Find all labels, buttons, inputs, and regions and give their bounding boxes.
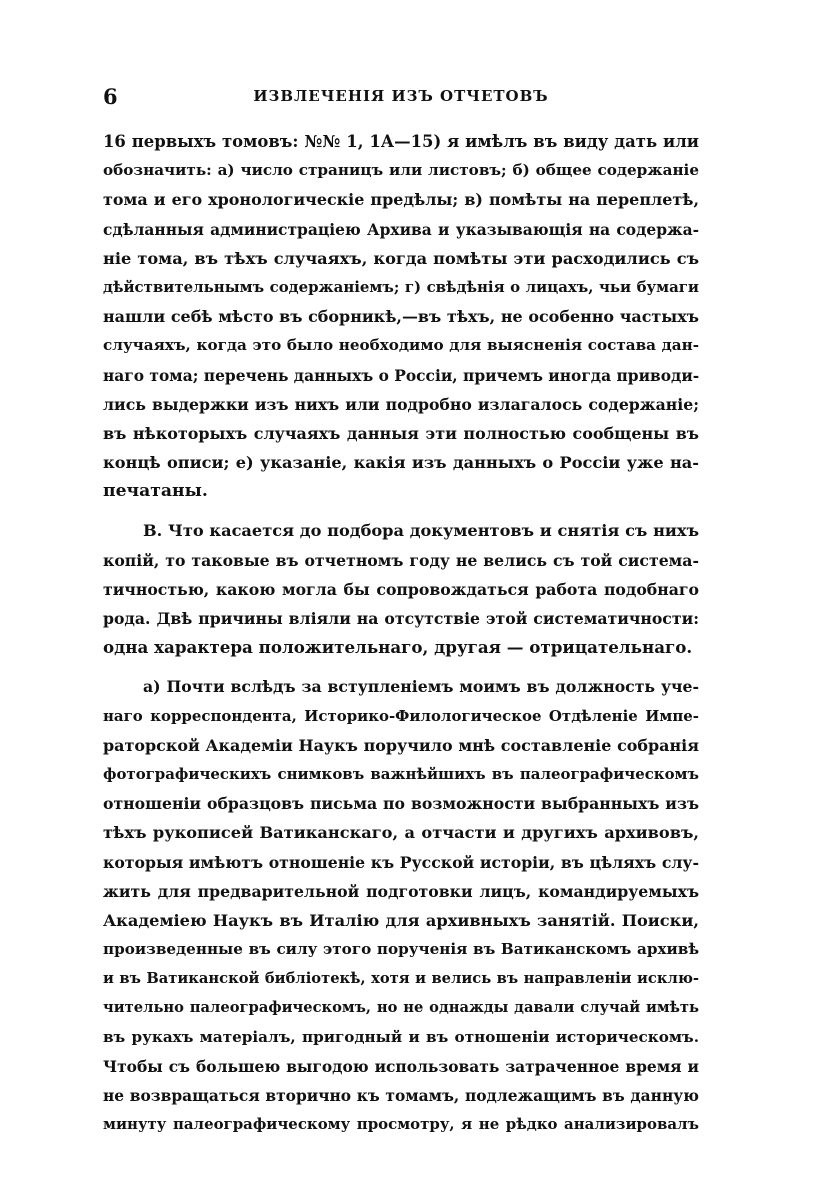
text-line: случаяхъ, когда это было необходимо для выясненія состава дан- [103, 336, 699, 355]
body-text [103, 127, 699, 1139]
paragraph-gap [103, 662, 699, 672]
text-line: минуту палеографическому просмотру, я не рѣдко анализировалъ [103, 1115, 699, 1134]
text-line: тѣхъ рукописей Ватиканскаго, а отчасти и другихъ архивовъ, [103, 823, 699, 843]
text-line: наго тома; перечень данныхъ о Россіи, причемъ иногда приводи- [103, 365, 699, 385]
running-title: ИЗВЛЕЧЕНІЯ ИЗЪ ОТЧЕТОВЪ [253, 87, 549, 105]
text-line: фотографическихъ снимковъ важнѣйшихъ въ палеографическомъ [103, 764, 699, 783]
text-line: обозначить: а) число страницъ или листовъ; б) общее содержаніе [103, 161, 699, 180]
paragraph [103, 672, 699, 1139]
text-line: въ нѣкоторыхъ случаяхъ данныя эти полностью сообщены въ [103, 423, 699, 443]
paragraph [103, 516, 699, 662]
paragraph-gap [103, 506, 699, 516]
text-line: наго корреспондента, Историко-Филологическое Отдѣленіе Импе- [103, 706, 699, 725]
running-header [103, 84, 699, 114]
paragraph [103, 127, 699, 506]
text-line: рода. Двѣ причины вліяли на отсутствіе этой систематичности: [103, 609, 699, 628]
text-line: произведенные въ силу этого порученія въ Ватиканскомъ архивѣ [103, 940, 699, 959]
text-line: раторской Академіи Наукъ поручило мнѣ составленіе собранія [103, 735, 699, 755]
text-line: нашли себѣ мѣсто въ сборникѣ,—въ тѣхъ, не особенно частыхъ [103, 307, 699, 327]
text-line: дѣйствительнымъ содержаніемъ; г) свѣдѣнія о лицахъ, чьи бумаги [103, 277, 699, 296]
text-line: тичностью, какою могла бы сопровождаться работа подобнаго [103, 579, 699, 599]
text-line: копій, то таковые въ отчетномъ году не велись съ той система- [103, 550, 699, 570]
text-line: Чтобы съ большею выгодою использовать затраченное время и [103, 1056, 699, 1076]
text-line: въ рукахъ матеріалъ, пригодный и въ отношеніи историческомъ. [103, 1027, 699, 1046]
text-line: не возвращаться вторично къ томамъ, подлежащимъ въ данную [103, 1086, 699, 1105]
text-line: 16 первыхъ томовъ: №№ 1, 1А—15) я имѣлъ въ виду дать или [103, 132, 699, 151]
text-line: которыя имѣютъ отношеніе къ Русской исторіи, въ цѣляхъ слу- [103, 852, 699, 872]
text-line: Академіею Наукъ въ Италію для архивныхъ занятій. Поиски, [103, 910, 699, 930]
text-line: сдѣланныя администраціею Архива и указывающія на содержа- [103, 219, 699, 239]
text-line: ніе тома, въ тѣхъ случаяхъ, когда помѣты эти расходились съ [103, 248, 699, 268]
text-line: отношеніи образцовъ письма по возможности выбранныхъ изъ [103, 794, 699, 814]
page-number: 6 [103, 84, 118, 109]
text-line: жить для предварительной подготовки лицъ, командируемыхъ [103, 881, 699, 901]
text-line: лись выдержки изъ нихъ или подробно излагалось содержаніе; [103, 394, 699, 414]
text-line: одна характера положительнаго, другая — отрицательнаго. [103, 637, 693, 658]
text-line: печатаны. [103, 481, 208, 502]
text-line: В. Что касается до подбора документовъ и снятія съ нихъ [143, 521, 699, 541]
text-line: тома и его хронологическіе предѣлы; в) помѣты на переплетѣ, [103, 190, 699, 210]
text-line: и въ Ватиканской библіотекѣ, хотя и велись въ направленіи исклю- [103, 970, 699, 988]
text-line: концѣ описи; е) указаніе, какія изъ данныхъ о Россіи уже на- [103, 453, 699, 473]
text-line: а) Почти вслѣдъ за вступленіемъ моимъ въ должность уче- [143, 677, 699, 697]
text-line: чительно палеографическомъ, но не однажды давали случай имѣть [103, 999, 699, 1017]
